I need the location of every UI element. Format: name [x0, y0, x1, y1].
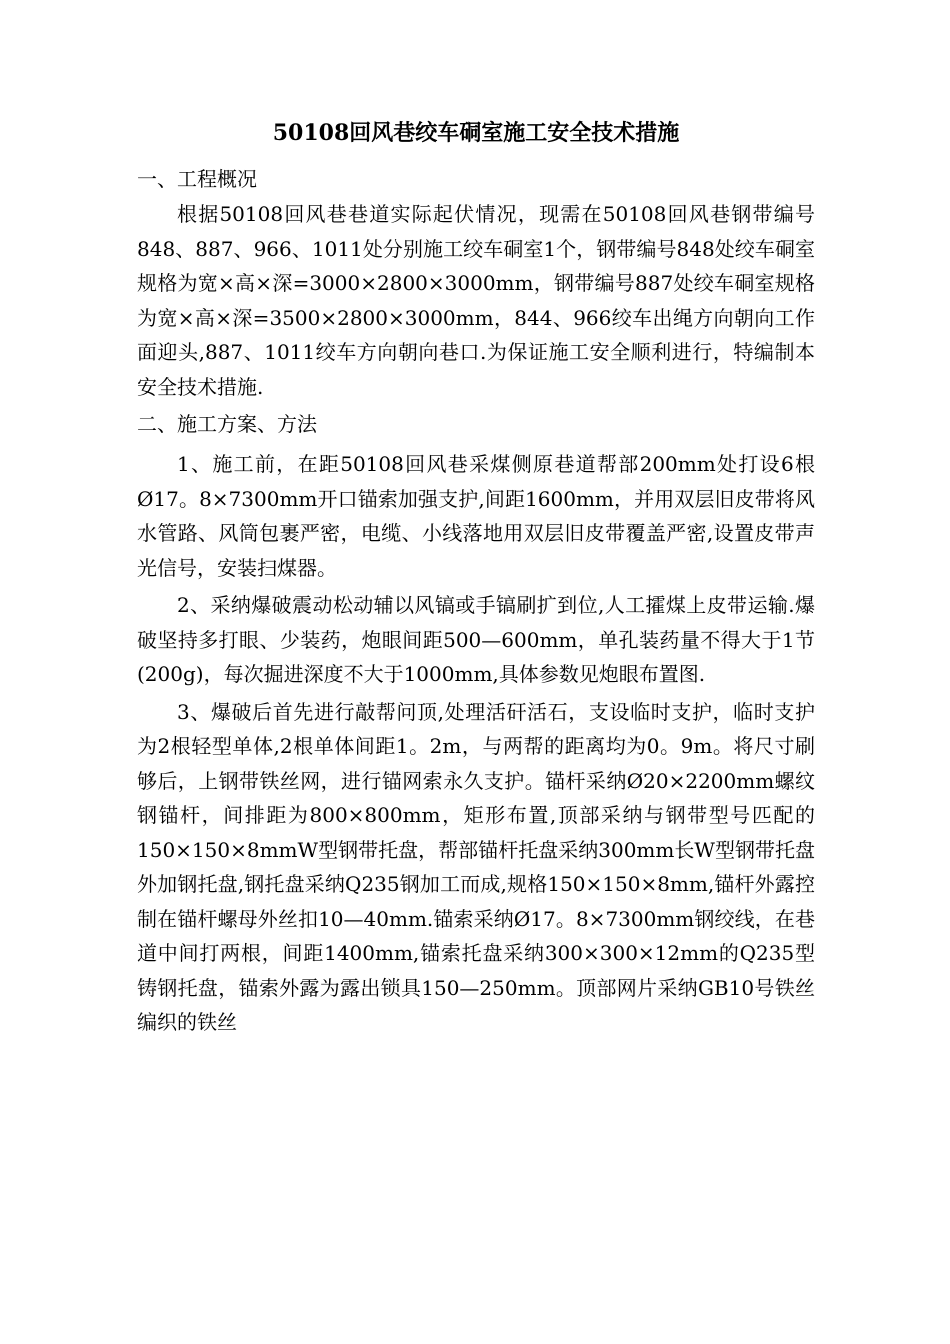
overview-paragraph: 根据50108回风巷巷道实际起伏情况，现需在50108回风巷钢带编号848、887、966、1011处分别施工绞车硐室1个，钢带编号848处绞车硐室规格为宽×高×深=3000×2800×3000mm，钢带编号887处绞车硐室规格为宽×高×深=3500×2800×3000mm，844、966绞车出绳方向朝向工作面迎头,887、1011绞车方向朝向巷口.为保证施工安全顺利进行，特编制本安全技术措施.	[137, 202, 815, 399]
method-paragraph-2: 2、采纳爆破震动松动辅以风镐或手镐刷扩到位,人工攉煤上皮带运输.爆破坚持多打眼、少装药，炮眼间距500—600mm，单孔装药量不得大于1节(200g)，每次掘进深度不大于1000mm,具体参数见炮眼布置图.	[137, 593, 815, 686]
method-paragraph-3: 3、爆破后首先进行敲帮问顶,处理活矸活石，支设临时支护，临时支护为2根轻型单体,2根单体间距1。2m，与两帮的距离均为0。9m。将尺寸刷够后，上钢带铁丝网，进行锚网索永久支护。锚杆采纳Ø20×2200mm螺纹钢锚杆，间排距为800×800mm，矩形布置,顶部采纳与钢带型号匹配的150×150×8mmW型钢带托盘，帮部锚杆托盘采纳300mm长W型钢带托盘外加钢托盘,钢托盘采纳Q235钢加工而成,规格150×150×8mm,锚杆外露控制在锚杆螺母外丝扣10—40mm.锚索采纳Ø17。8×7300mm钢绞线，在巷道中间打两根，间距1400mm,锚索托盘采纳300×300×12mm的Q235型铸钢托盘，锚索外露为露出锁具150—250mm。顶部网片采纳GB10号铁丝编织的铁丝	[137, 699, 815, 1034]
method-paragraph-1: 1、施工前，在距50108回风巷采煤侧原巷道帮部200mm处打设6根Ø17。8×7300mm开口锚索加强支护,间距1600mm，并用双层旧皮带将风水管路、风筒包裹严密，电缆、小线落地用双层旧皮带覆盖严密,设置皮带声光信号，安装扫煤器。	[137, 452, 815, 580]
document-page	[137, 118, 815, 1043]
section-heading-overview: 一、工程概况	[137, 167, 257, 191]
section-heading-method: 二、施工方案、方法	[137, 412, 317, 436]
document-title: 50108回风巷绞车硐室施工安全技术措施	[272, 120, 680, 146]
